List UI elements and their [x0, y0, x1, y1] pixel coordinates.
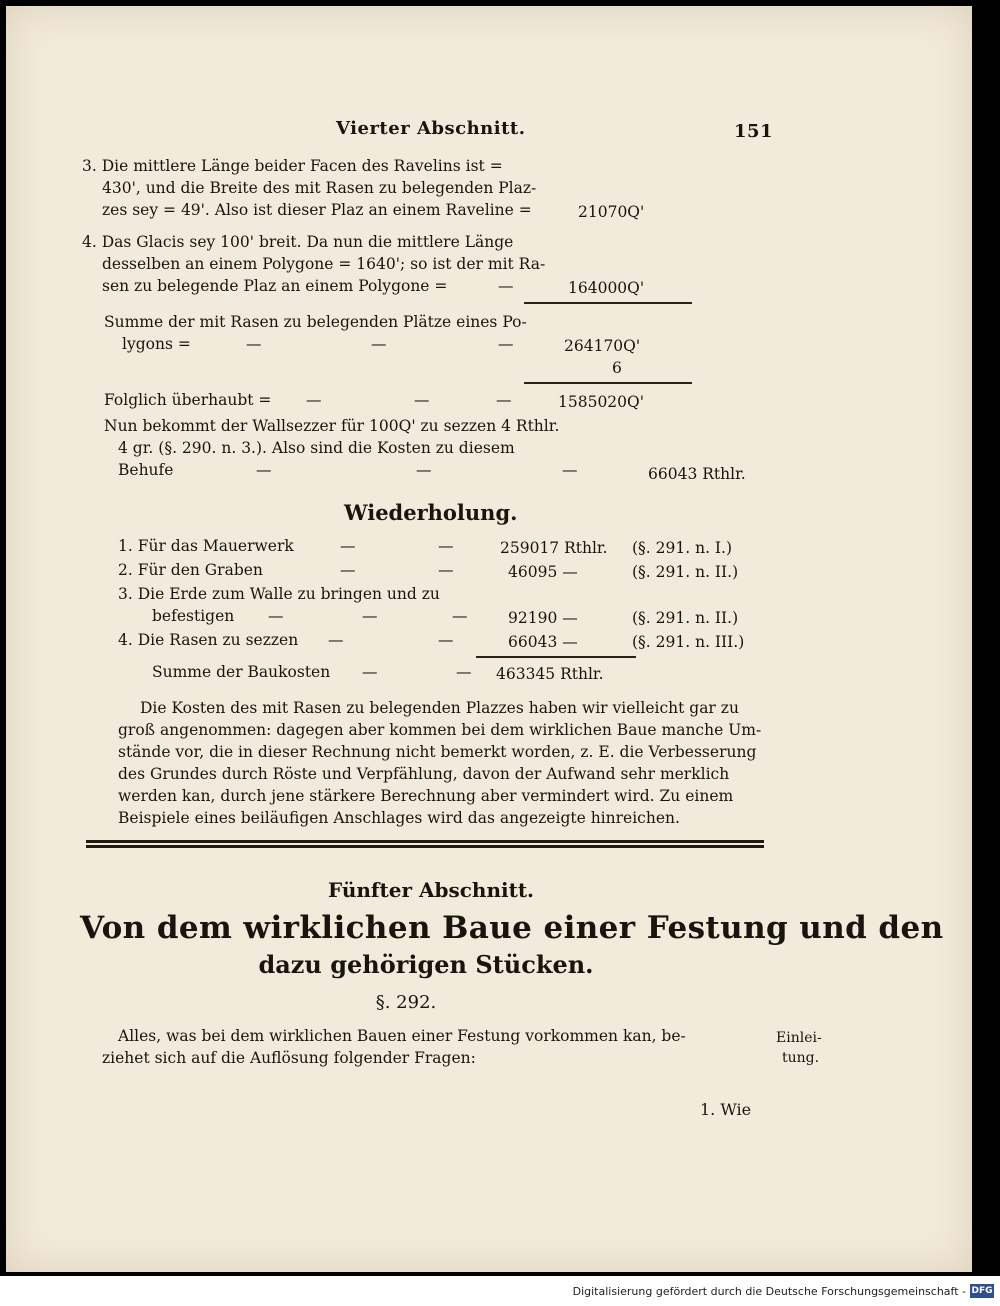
paragraph-line-5: werden kan, durch jene stärkere Berechnung aber vermindert wird. Zu einem [118, 787, 734, 805]
recap-row-1-dash-2: — [438, 537, 454, 555]
digitization-footer [0, 1276, 1000, 1306]
dfg-logo: DFG [971, 1286, 993, 1296]
recap-row-4-dash-2: — [438, 631, 454, 649]
recap-row-3-ref: (§. 291. n. II.) [632, 609, 739, 627]
chapter-text-line-2: ziehet sich auf die Auflösung folgender Fragen: [102, 1049, 476, 1067]
recap-row-3-label-2: befestigen [152, 607, 235, 625]
chapter-title-line-1: Von dem wirklichen Baue einer Festung und den [80, 910, 944, 946]
wiederholung-heading: Wiederholung. [344, 500, 518, 525]
paragraph-line-6: Beispiele eines beiläufigen Anschlages wird das angezeigte hinreichen. [118, 809, 680, 827]
paragraph-line-2: groß angenommen: dagegen aber kommen bei dem wirklichen Baue manche Um- [118, 721, 762, 739]
folglich-amount: 1585020Q' [558, 393, 644, 411]
summe-dash-3: — [498, 335, 514, 353]
recap-total-dash-2: — [456, 663, 472, 681]
recap-total-label: Summe der Baukosten [152, 663, 331, 681]
margin-note-line-1: Einlei- [776, 1030, 822, 1046]
nun-dash-1: — [256, 461, 272, 479]
recap-row-4-label: 4. Die Rasen zu sezzen [118, 631, 299, 649]
recap-row-3-dash-3: — [452, 607, 468, 625]
paragraph-line-1: Die Kosten des mit Rasen zu belegenden Plazzes haben wir vielleicht gar zu [140, 699, 739, 717]
item-3-line-1: 3. Die mittlere Länge beider Facen des Ravelins ist = [82, 157, 503, 175]
recap-row-4-ref: (§. 291. n. III.) [632, 633, 745, 651]
item-3-line-3: zes sey = 49'. Also ist dieser Plaz an einem Raveline = [102, 201, 532, 219]
catchword: 1. Wie [700, 1100, 752, 1119]
recap-row-4-amount: 66043 — [508, 633, 578, 651]
page-number: 151 [734, 121, 774, 142]
recap-total-amount: 463345 Rthlr. [496, 665, 604, 683]
folglich-dash-3: — [496, 391, 512, 409]
footer-text: Digitalisierung gefördert durch die Deutsche Forschungsgemeinschaft - [572, 1285, 966, 1298]
recap-total-dash-1: — [362, 663, 378, 681]
summe-line-2: lygons = [122, 335, 191, 353]
folglich-dash-1: — [306, 391, 322, 409]
recap-row-1-dash-1: — [340, 537, 356, 555]
chapter-heading: Fünfter Abschnitt. [327, 878, 535, 902]
summe-dash-1: — [246, 335, 262, 353]
nun-dash-2: — [416, 461, 432, 479]
recap-row-1-label: 1. Für das Mauerwerk [118, 537, 294, 555]
item-4-line-3: sen zu belegende Plaz an einem Polygone = [102, 277, 448, 295]
recap-row-2-ref: (§. 291. n. II.) [632, 563, 739, 581]
recap-row-4-dash-1: — [328, 631, 344, 649]
running-header: Vierter Abschnitt. [336, 118, 526, 139]
item-4-amount: 164000Q' [568, 279, 645, 297]
item-4-dash: — [498, 277, 514, 295]
folglich-dash-2: — [414, 391, 430, 409]
section-number: §. 292. [375, 992, 437, 1013]
section-divider [86, 840, 764, 850]
item-4-line-1: 4. Das Glacis sey 100' breit. Da nun die mittlere Länge [82, 233, 514, 251]
recap-row-3-dash-2: — [362, 607, 378, 625]
paragraph-line-4: des Grundes durch Röste und Verpfählung, davon der Aufwand sehr merklich [118, 765, 730, 783]
paragraph-line-3: stände vor, die in dieser Rechnung nicht bemerkt worden, z. E. die Verbesserung [118, 743, 757, 761]
item-4-line-2: desselben an einem Polygone = 1640'; so ist der mit Ra- [102, 255, 546, 273]
recap-row-1-ref: (§. 291. n. I.) [632, 539, 733, 557]
item-3-line-2: 430', und die Breite des mit Rasen zu belegenden Plaz- [102, 179, 537, 197]
recap-row-3-label: 3. Die Erde zum Walle zu bringen und zu [118, 585, 440, 603]
item-3-amount: 21070Q' [578, 203, 645, 221]
nun-amount: 66043 Rthlr. [648, 465, 746, 483]
folglich-label: Folglich überhaubt = [104, 391, 272, 409]
summe-amount: 264170Q' [564, 337, 641, 355]
recap-row-3-amount: 92190 — [508, 609, 578, 627]
recap-row-2-amount: 46095 — [508, 563, 578, 581]
recap-row-3-dash-1: — [268, 607, 284, 625]
nun-line-3: Behufe [118, 461, 174, 479]
chapter-text-line-1: Alles, was bei dem wirklichen Bauen einer Festung vorkommen kan, be- [118, 1027, 686, 1045]
recap-row-1-amount: 259017 Rthlr. [500, 539, 608, 557]
nun-line-1: Nun bekommt der Wallsezzer für 100Q' zu sezzen 4 Rthlr. [104, 417, 560, 435]
scanned-page [6, 6, 972, 1272]
recap-sum-rule [476, 656, 636, 658]
nun-line-2: 4 gr. (§. 290. n. 3.). Also sind die Kosten zu diesem [118, 439, 515, 457]
recap-row-2-dash-1: — [340, 561, 356, 579]
summe-line-1: Summe der mit Rasen zu belegenden Plätze eines Po- [104, 313, 527, 331]
chapter-title-line-2: dazu gehörigen Stücken. [258, 950, 594, 979]
sum-rule-2 [524, 382, 692, 384]
margin-note-line-2: tung. [782, 1050, 820, 1066]
nun-dash-3: — [562, 461, 578, 479]
summe-dash-2: — [371, 335, 387, 353]
recap-row-2-label: 2. Für den Graben [118, 561, 263, 579]
summe-factor: 6 [612, 359, 622, 377]
sum-rule-1 [524, 302, 692, 304]
recap-row-2-dash-2: — [438, 561, 454, 579]
